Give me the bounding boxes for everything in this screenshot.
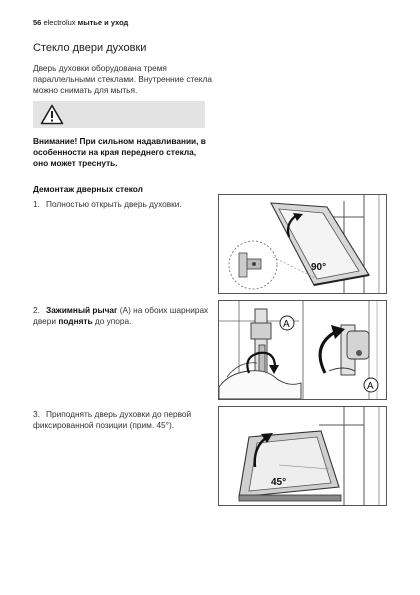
step-number: 3. <box>33 409 40 419</box>
marker-label: A <box>283 319 290 330</box>
step-text: до упора. <box>92 316 132 326</box>
step-3 <box>33 409 211 431</box>
figure-clamping-lever <box>218 300 387 400</box>
page-title: Стекло двери духовки <box>33 42 147 54</box>
warning-text: Внимание! При сильном надавливании, в особенности на края переднего стекла, оно может треснуть. <box>33 136 206 168</box>
step-text: Полностью открыть дверь духовки. <box>46 199 182 209</box>
step-number: 2. <box>33 305 40 315</box>
step-number: 1. <box>33 199 40 209</box>
figure-door-open-90 <box>218 194 387 294</box>
page-number: 56 <box>33 18 42 27</box>
section-subheading: Демонтаж дверных стекол <box>33 184 143 194</box>
brand-name: electrolux <box>43 18 76 27</box>
step-text: (A) на обоих шарнирах двери <box>33 305 209 326</box>
step-1 <box>33 199 211 210</box>
figure-door-45 <box>218 406 387 506</box>
warning-triangle-icon <box>40 104 64 125</box>
angle-label: 90° <box>311 262 327 273</box>
step-text: Приподнять дверь духовки до первой фиксированной позиции (прим. 45°). <box>33 409 192 430</box>
intro-paragraph: Дверь духовки оборудована тремя параллельными стеклами. Внутренние стекла можно снимать для мытья. <box>33 63 212 95</box>
page-header <box>33 18 128 27</box>
marker-label: A <box>367 381 374 392</box>
step-bold-term: Зажимный рычаг <box>46 305 118 315</box>
section-name: мытье и уход <box>77 18 129 27</box>
step-2 <box>33 305 211 327</box>
step-bold-term: поднять <box>58 316 93 326</box>
angle-label: 45° <box>271 477 287 488</box>
